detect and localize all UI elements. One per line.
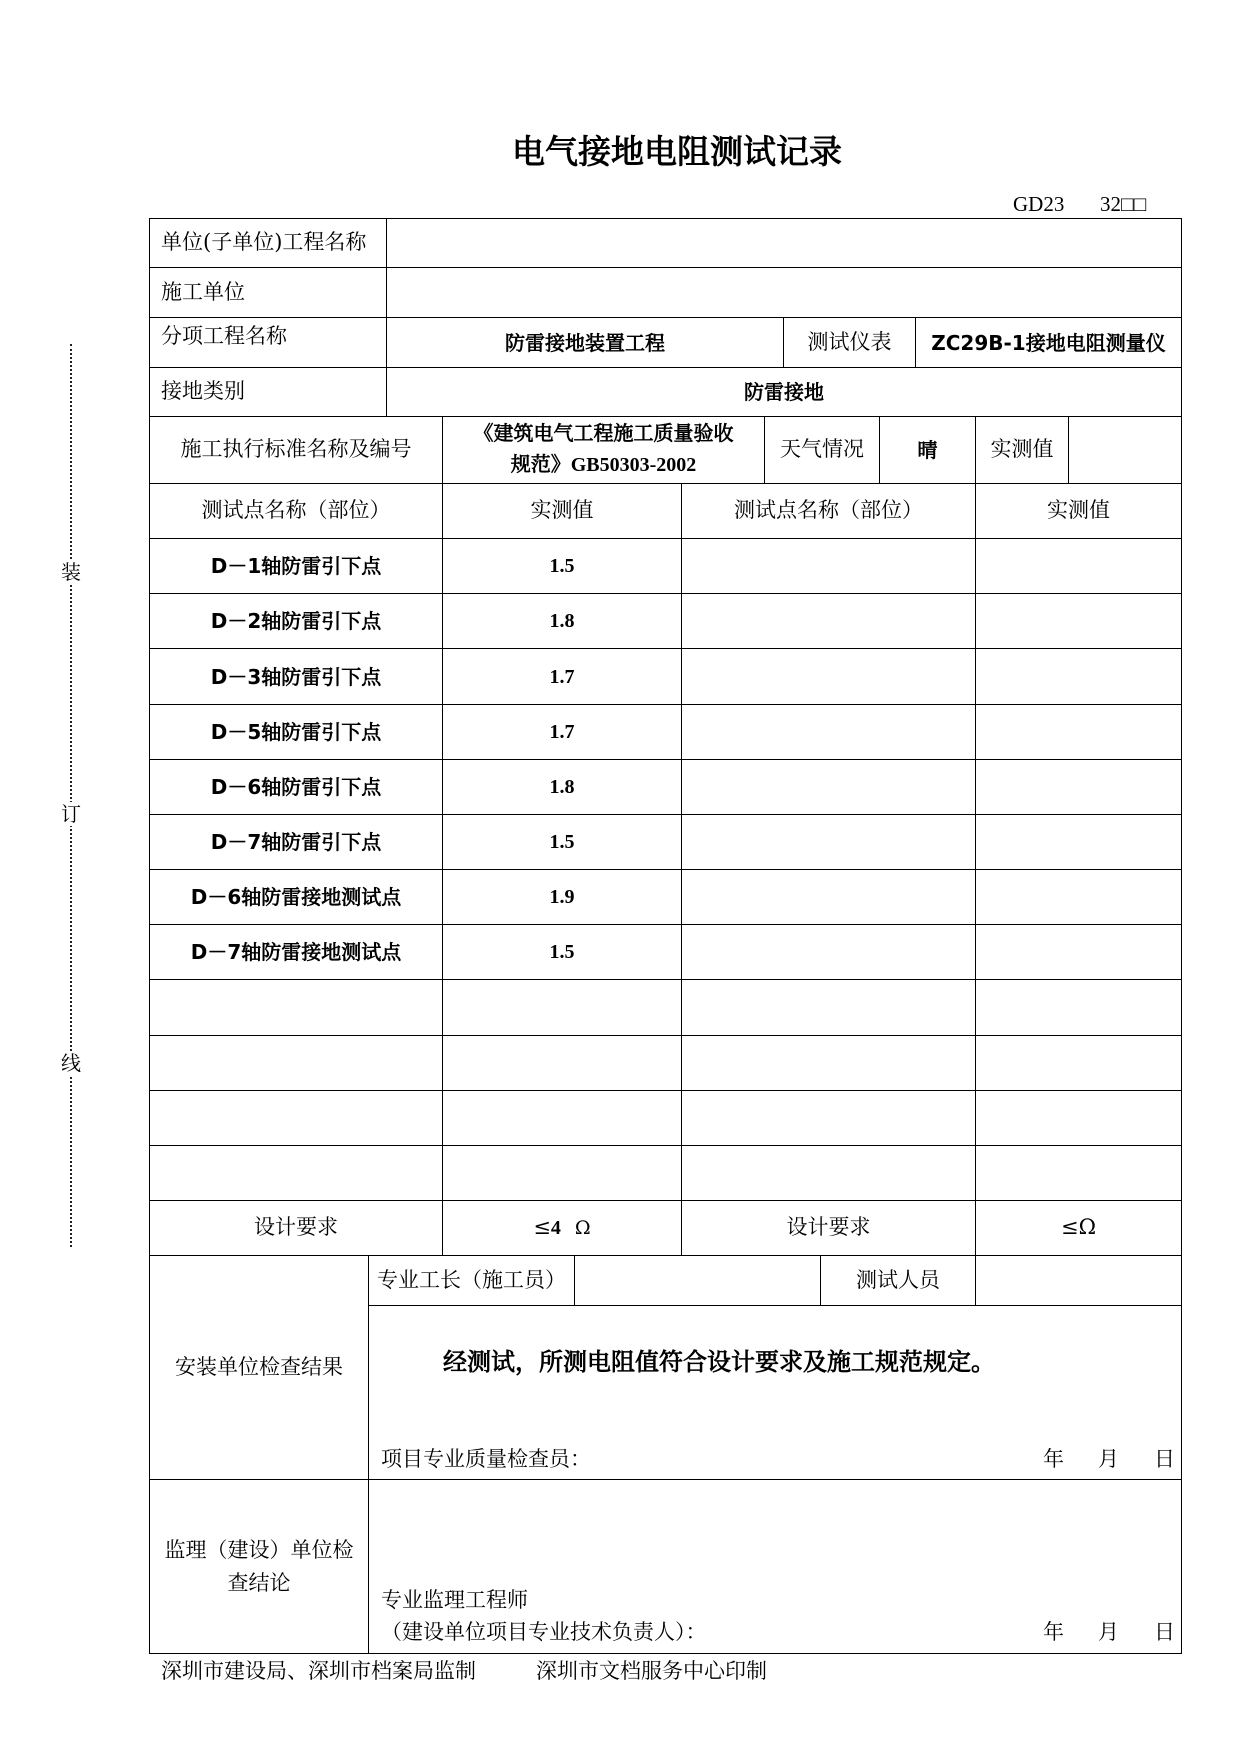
supervising-engineer-label: 专业监理工程师: [381, 1588, 528, 1612]
design-resistance-number: 4: [550, 1217, 561, 1239]
measured-value-cell: [976, 980, 1182, 1036]
form-code-prefix: GD23: [1013, 192, 1065, 216]
test-point-name-cell: [682, 1036, 976, 1091]
instrument-value: ZC29B-1接地电阻测量仪: [916, 318, 1182, 368]
grounding-type-row: [150, 368, 1182, 417]
column-header-measured-value: 实测值: [443, 484, 682, 539]
table-row: [150, 594, 1182, 649]
measured-value-cell: [976, 760, 1182, 815]
test-point-name-cell: D－2轴防雷引下点: [150, 594, 443, 649]
project-name-row: [150, 219, 1182, 268]
date-month-label: 月: [1098, 1447, 1119, 1471]
standard-value: [443, 417, 765, 484]
contractor-row: [150, 268, 1182, 318]
date-year-label: 年: [1043, 1447, 1064, 1471]
test-point-name-cell: [682, 539, 976, 594]
test-point-name-cell: [682, 870, 976, 925]
test-record-form: [149, 218, 1182, 1654]
measured-value-cell: [976, 594, 1182, 649]
installation-check-body: [369, 1306, 1182, 1480]
binding-dotted-line: [70, 344, 72, 1247]
test-point-name-cell: [150, 1146, 443, 1201]
table-row: [150, 1036, 1182, 1091]
owner-technical-lead-label: （建设单位项目专业技术负责人）：: [381, 1620, 707, 1644]
binding-mark-ding: 订: [61, 802, 81, 826]
measured-value-cell: [443, 980, 682, 1036]
contractor-value: [387, 268, 1182, 318]
standard-label: 施工执行标准名称及编号: [150, 417, 443, 484]
design-requirement-value: [443, 1201, 682, 1256]
test-point-name-cell: [682, 705, 976, 760]
grounding-type-value: 防雷接地: [387, 368, 1182, 417]
date-day-label: 日: [1154, 1447, 1175, 1471]
measured-value-cell: [976, 925, 1182, 980]
test-point-name-cell: [682, 925, 976, 980]
table-row: [150, 1091, 1182, 1146]
column-header-test-point: 测试点名称（部位）: [682, 484, 976, 539]
test-point-name-cell: D－3轴防雷引下点: [150, 649, 443, 705]
test-point-name-cell: [682, 760, 976, 815]
footer-printer-note: 深圳市文档服务中心印制: [536, 1659, 767, 1683]
test-point-name-cell: [150, 980, 443, 1036]
measured-value: [1069, 417, 1182, 484]
grounding-type-label: 接地类别: [150, 368, 387, 417]
binding-mark-xian: 线: [61, 1051, 81, 1075]
measured-value-cell: 1.8: [443, 760, 682, 815]
table-row: [150, 539, 1182, 594]
test-point-name-cell: D－1轴防雷引下点: [150, 539, 443, 594]
measured-value-cell: [976, 1091, 1182, 1146]
subproject-label: 分项工程名称: [150, 318, 387, 368]
foreman-label: 专业工长（施工员）: [369, 1256, 575, 1306]
standard-row: [150, 417, 1182, 484]
weather-label: 天气情况: [765, 417, 880, 484]
weather-value: 晴: [880, 417, 976, 484]
contractor-label: 施工单位: [150, 268, 387, 318]
supervision-check-label: [150, 1480, 369, 1654]
test-point-name-cell: D－5轴防雷引下点: [150, 705, 443, 760]
form-code: [1013, 191, 1178, 217]
measured-value-cell: [443, 1091, 682, 1146]
tester-label: 测试人员: [821, 1256, 976, 1306]
measured-value-cell: 1.5: [443, 925, 682, 980]
measured-value-cell: [976, 1036, 1182, 1091]
test-point-name-cell: [682, 594, 976, 649]
table-row: [150, 870, 1182, 925]
test-point-name-cell: [682, 1146, 976, 1201]
binding-mark-zhuang: 装: [61, 560, 81, 584]
table-row: [150, 705, 1182, 760]
document-title: 电气接地电阻测试记录: [512, 132, 842, 171]
test-point-name-cell: [682, 1091, 976, 1146]
measured-value-cell: 1.7: [443, 649, 682, 705]
table-row: [150, 649, 1182, 705]
test-point-name-cell: D－7轴防雷接地测试点: [150, 925, 443, 980]
measured-value-cell: 1.5: [443, 539, 682, 594]
form-code-number: 32□□: [1100, 192, 1147, 216]
footer-supervisor-note: 深圳市建设局、深圳市档案局监制: [161, 1659, 476, 1683]
installation-conclusion: 经测试，所测电阻值符合设计要求及施工规范规定。: [443, 1347, 995, 1376]
test-point-name-cell: [682, 649, 976, 705]
measured-value-cell: [976, 1146, 1182, 1201]
less-equal-symbol: ≤: [533, 1215, 551, 1240]
supervision-check-body: [369, 1480, 1182, 1654]
standard-value-line: 规范》GB50303-2002: [510, 454, 697, 476]
project-name-label: 单位(子单位)工程名称: [150, 219, 387, 268]
measured-value-cell: [976, 815, 1182, 870]
resistance-unit: Ω: [574, 1216, 591, 1239]
supervision-label-line: 监理（建设）单位检: [164, 1537, 354, 1562]
measured-value-cell: 1.5: [443, 815, 682, 870]
measured-value-cell: 1.9: [443, 870, 682, 925]
table-row: [150, 760, 1182, 815]
measured-value-cell: 1.7: [443, 705, 682, 760]
measured-value-cell: 1.8: [443, 594, 682, 649]
standard-value-line: 《建筑电气工程施工质量验收: [473, 423, 734, 445]
test-point-name-cell: D－6轴防雷接地测试点: [150, 870, 443, 925]
test-point-name-cell: [150, 1036, 443, 1091]
measured-value-cell: [443, 1146, 682, 1201]
instrument-label: 测试仪表: [784, 318, 916, 368]
foreman-signature-field: [575, 1256, 821, 1306]
date-day-label: 日: [1154, 1620, 1175, 1644]
installation-check-label: 安装单位检查结果: [150, 1256, 369, 1480]
test-point-name-cell: D－7轴防雷引下点: [150, 815, 443, 870]
design-requirement-label: 设计要求: [682, 1201, 976, 1256]
table-row: [150, 1146, 1182, 1201]
design-requirement-row: [150, 1201, 1182, 1256]
date-year-label: 年: [1043, 1620, 1064, 1644]
project-name-value: [387, 219, 1182, 268]
column-header-test-point: 测试点名称（部位）: [150, 484, 443, 539]
design-requirement-value: ≤Ω: [976, 1201, 1182, 1256]
design-requirement-label: 设计要求: [150, 1201, 443, 1256]
column-header-measured-value: 实测值: [976, 484, 1182, 539]
test-point-name-cell: [682, 815, 976, 870]
measured-value-cell: [976, 649, 1182, 705]
test-point-name-cell: [682, 980, 976, 1036]
table-row: [150, 925, 1182, 980]
measured-value-cell: [443, 1036, 682, 1091]
table-row: [150, 980, 1182, 1036]
supervision-label-line: 查结论: [227, 1570, 291, 1595]
measured-value-cell: [976, 705, 1182, 760]
measured-value-cell: [976, 539, 1182, 594]
tester-signature-field: [976, 1256, 1182, 1306]
date-month-label: 月: [1098, 1620, 1119, 1644]
supervision-check-section: [150, 1480, 1182, 1654]
quality-inspector-label: 项目专业质量检查员：: [381, 1447, 591, 1471]
measured-label: 实测值: [976, 417, 1069, 484]
subproject-value: 防雷接地装置工程: [387, 318, 784, 368]
table-row: [150, 815, 1182, 870]
test-point-name-cell: D－6轴防雷引下点: [150, 760, 443, 815]
subproject-row: [150, 318, 1182, 368]
test-table-header: [150, 484, 1182, 539]
test-point-name-cell: [150, 1091, 443, 1146]
measured-value-cell: [976, 870, 1182, 925]
installation-check-section: [150, 1256, 1182, 1480]
